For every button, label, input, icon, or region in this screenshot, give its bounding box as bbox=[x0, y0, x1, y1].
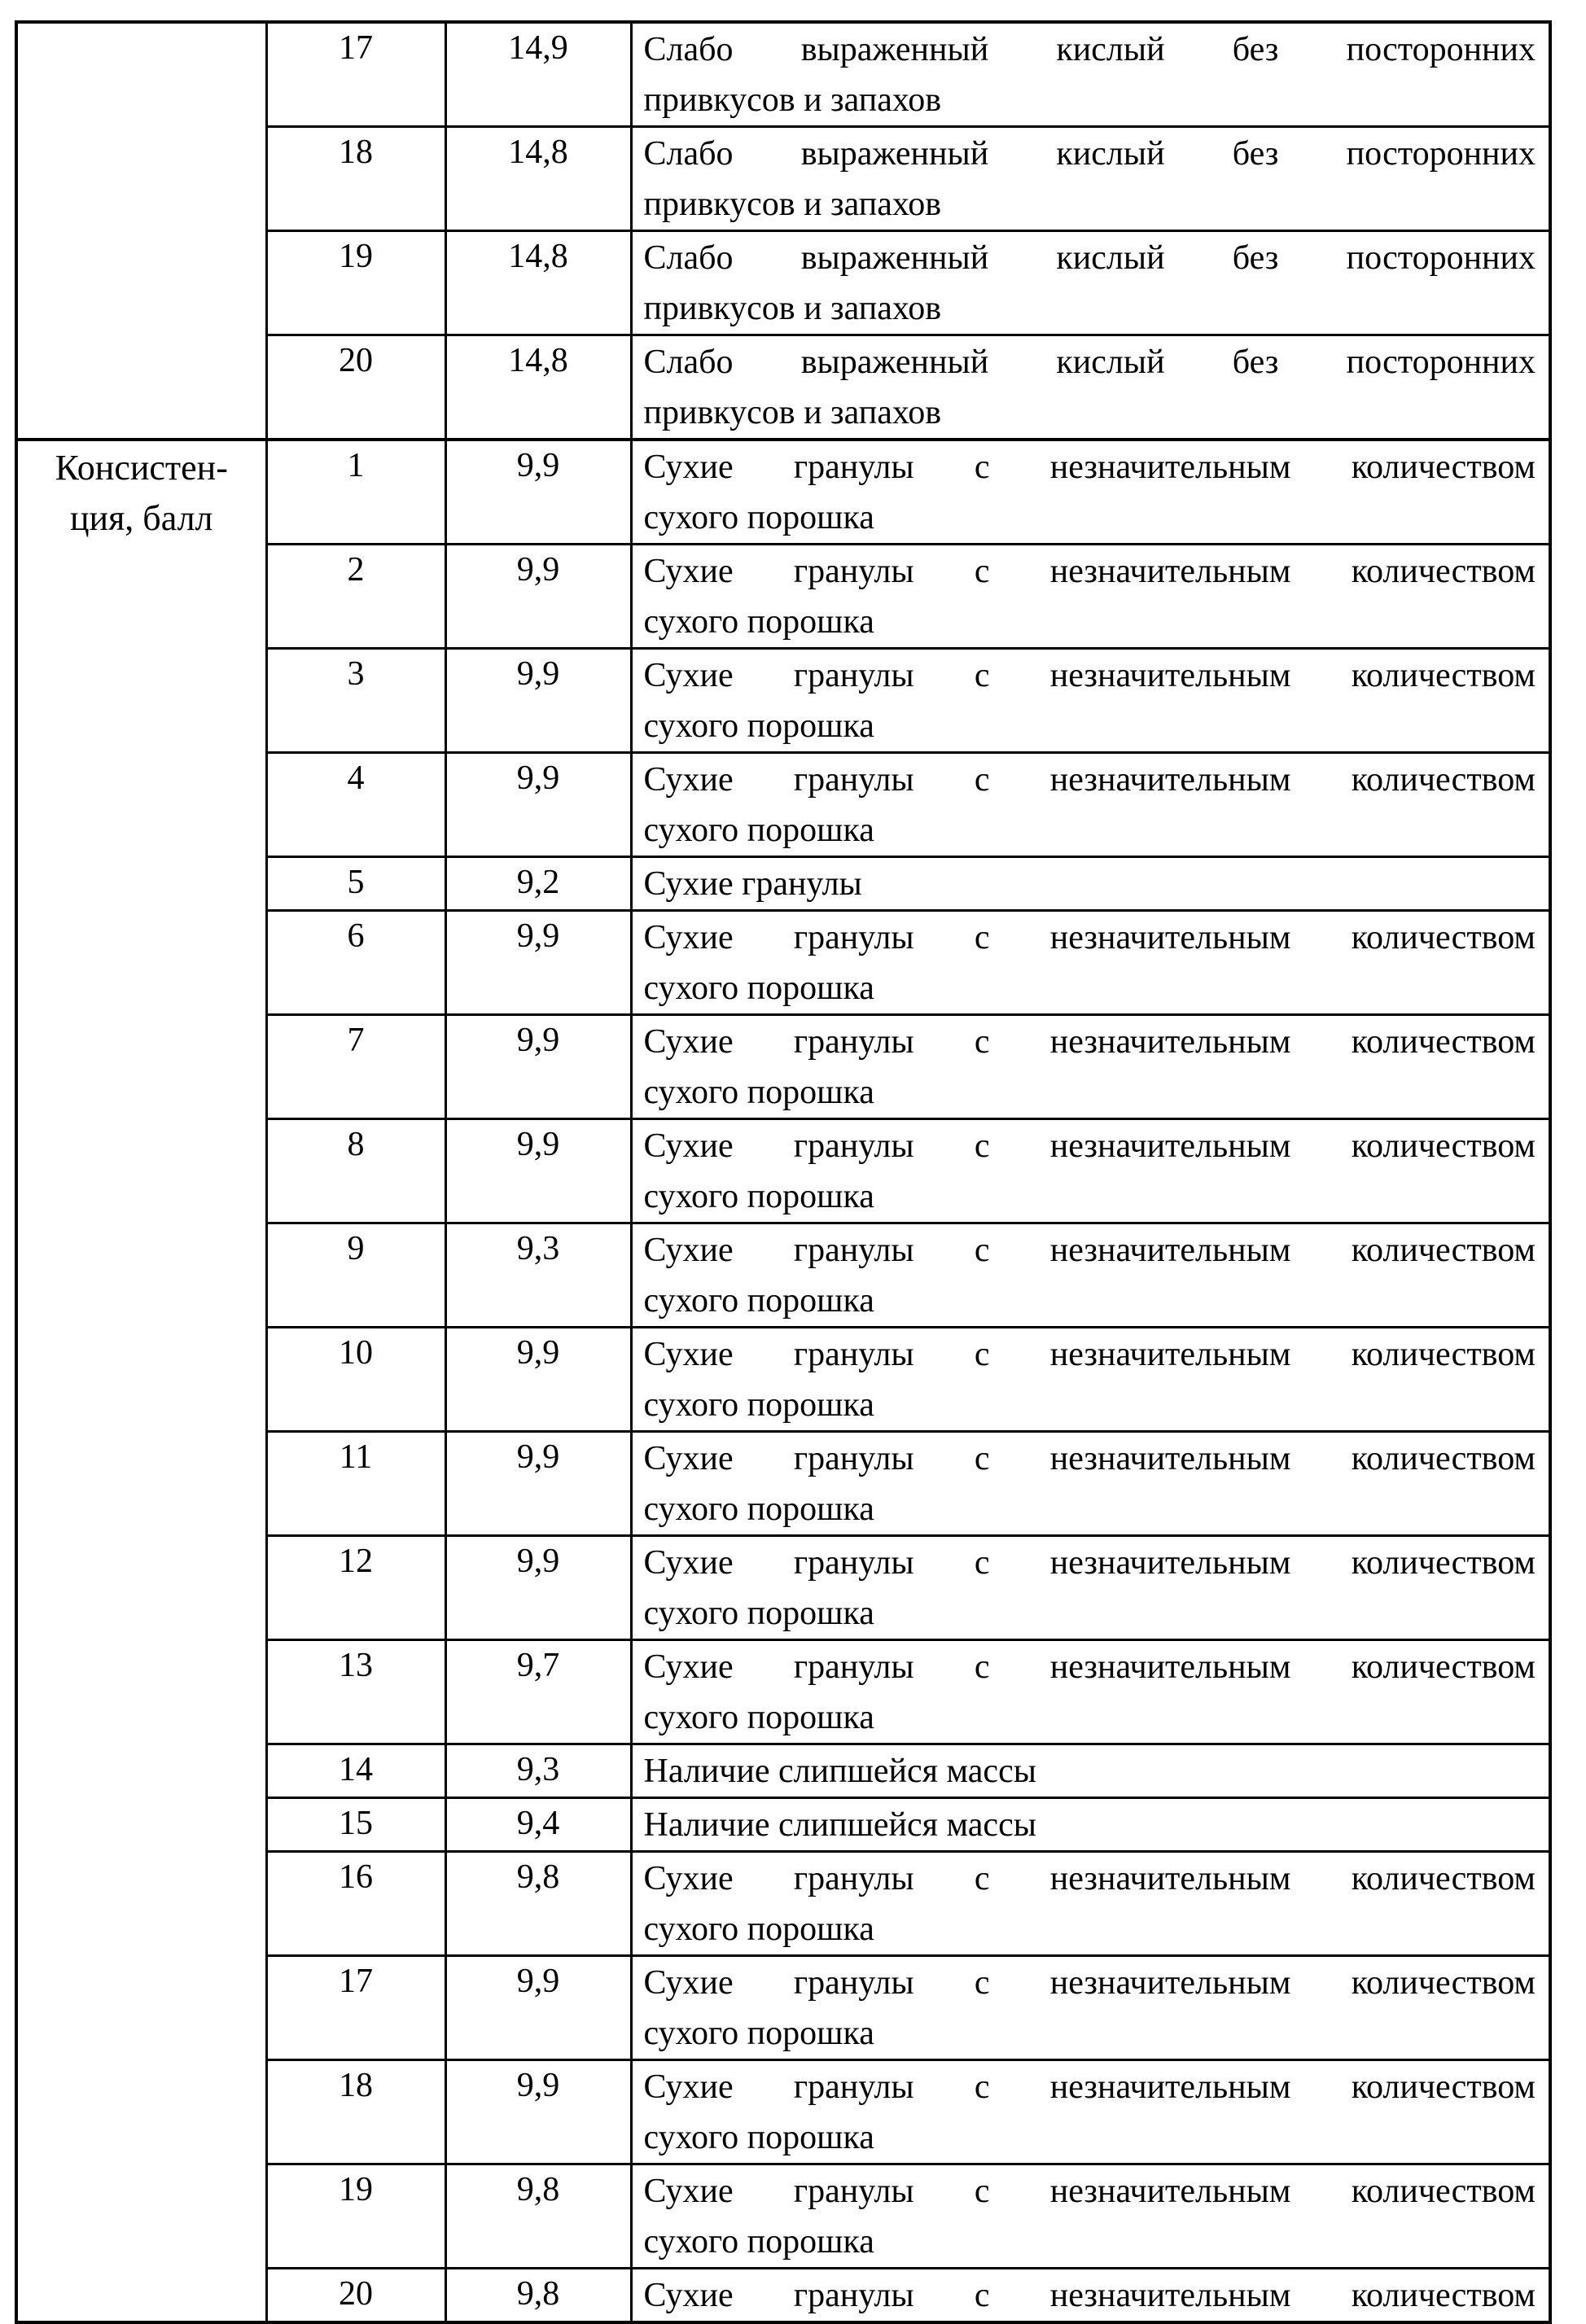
score-value-cell: 9,9 bbox=[445, 440, 631, 545]
description-line: Наличие слипшейся массы bbox=[643, 1806, 1036, 1844]
description-line: Сухие гранулы с незначительным количеством bbox=[643, 1023, 1536, 1061]
description-cell bbox=[631, 1640, 1550, 1744]
score-value-cell: 9,9 bbox=[445, 1119, 631, 1223]
description-cell bbox=[631, 231, 1550, 335]
description-line: Сухие гранулы с незначительным количеством bbox=[643, 2068, 1536, 2106]
score-value-cell: 14,8 bbox=[445, 231, 631, 335]
table-section-2 bbox=[16, 440, 1550, 2322]
description-cell bbox=[631, 1223, 1550, 1328]
description-line: Сухие гранулы с незначительным количеством bbox=[643, 2277, 1536, 2314]
sample-number-cell: 20 bbox=[266, 335, 445, 440]
description-line: Сухие гранулы с незначительным количеством bbox=[643, 1127, 1536, 1165]
description-cell bbox=[631, 1119, 1550, 1223]
score-value-cell: 9,9 bbox=[445, 911, 631, 1015]
description-line: Сухие гранулы с незначительным количеством bbox=[643, 553, 1536, 590]
description-line: Сухие гранулы с незначительным количеством bbox=[643, 919, 1536, 956]
score-value-cell: 9,4 bbox=[445, 1798, 631, 1852]
description-line: Сухие гранулы с незначительным количеством bbox=[643, 449, 1536, 486]
score-value-cell: 9,2 bbox=[445, 857, 631, 911]
description-line: сухого порошка bbox=[643, 1178, 874, 1215]
row-group-header-empty-continuation bbox=[16, 22, 266, 440]
description-cell bbox=[631, 335, 1550, 440]
description-cell bbox=[631, 22, 1550, 127]
table-row bbox=[16, 22, 1550, 127]
score-value-cell: 9,7 bbox=[445, 1640, 631, 1744]
score-value-cell: 14,9 bbox=[445, 22, 631, 127]
sample-number-cell: 15 bbox=[266, 1798, 445, 1852]
score-value-cell: 9,9 bbox=[445, 649, 631, 753]
score-value-cell: 9,8 bbox=[445, 2164, 631, 2269]
score-value-cell: 9,3 bbox=[445, 1744, 631, 1798]
description-cell bbox=[631, 1798, 1550, 1852]
description-line: Сухие гранулы с незначительным количеством bbox=[643, 1440, 1536, 1477]
table-row bbox=[16, 440, 1550, 545]
row-group-label-line: ция, балл bbox=[69, 498, 213, 538]
description-cell bbox=[631, 1956, 1550, 2060]
sample-number-cell: 14 bbox=[266, 1744, 445, 1798]
sample-number-cell: 7 bbox=[266, 1015, 445, 1119]
sample-number-cell: 17 bbox=[266, 22, 445, 127]
description-line: Наличие слипшейся массы bbox=[643, 1753, 1036, 1790]
description-line: Сухие гранулы с незначительным количеством bbox=[643, 1544, 1536, 1582]
description-line: Слабо выраженный кислый без посторонних bbox=[643, 344, 1536, 381]
description-cell bbox=[631, 753, 1550, 857]
description-line: Сухие гранулы с незначительным количеством bbox=[643, 1232, 1536, 1269]
sample-number-cell: 12 bbox=[266, 1536, 445, 1640]
sample-number-cell: 18 bbox=[266, 2060, 445, 2164]
description-line: сухого порошка bbox=[643, 707, 874, 745]
sample-number-cell: 3 bbox=[266, 649, 445, 753]
sample-number-cell: 4 bbox=[266, 753, 445, 857]
sample-number-cell: 19 bbox=[266, 2164, 445, 2269]
score-value-cell: 14,8 bbox=[445, 127, 631, 231]
sample-number-cell: 13 bbox=[266, 1640, 445, 1744]
description-line: Сухие гранулы с незначительным количеством bbox=[643, 1860, 1536, 1897]
description-cell bbox=[631, 440, 1550, 545]
sample-number-cell: 9 bbox=[266, 1223, 445, 1328]
description-line: Сухие гранулы с незначительным количеством bbox=[643, 657, 1536, 694]
score-value-cell: 14,8 bbox=[445, 335, 631, 440]
description-line: сухого порошка bbox=[643, 2223, 874, 2261]
description-line: сухого порошка bbox=[643, 1282, 874, 1320]
description-line: Сухие гранулы с незначительным количеством bbox=[643, 1648, 1536, 1686]
description-line: Сухие гранулы с незначительным количеством bbox=[643, 761, 1536, 799]
sample-number-cell: 2 bbox=[266, 545, 445, 649]
description-cell bbox=[631, 545, 1550, 649]
description-line: сухого порошка bbox=[643, 1074, 874, 1111]
description-cell bbox=[631, 2060, 1550, 2164]
description-cell bbox=[631, 127, 1550, 231]
score-value-cell: 9,9 bbox=[445, 1432, 631, 1536]
sample-number-cell: 10 bbox=[266, 1328, 445, 1432]
description-cell bbox=[631, 911, 1550, 1015]
description-line: сухого порошка bbox=[643, 603, 874, 641]
description-cell bbox=[631, 1536, 1550, 1640]
description-cell bbox=[631, 2269, 1550, 2323]
description-cell bbox=[631, 1015, 1550, 1119]
score-value-cell: 9,9 bbox=[445, 1536, 631, 1640]
sample-number-cell: 19 bbox=[266, 231, 445, 335]
description-cell bbox=[631, 1852, 1550, 1956]
sample-number-cell: 18 bbox=[266, 127, 445, 231]
description-line: сухого порошка bbox=[643, 969, 874, 1007]
score-value-cell: 9,9 bbox=[445, 753, 631, 857]
description-line: Сухие гранулы с незначительным количеством bbox=[643, 1964, 1536, 2002]
score-value-cell: 9,9 bbox=[445, 2060, 631, 2164]
score-value-cell: 9,3 bbox=[445, 1223, 631, 1328]
sample-number-cell: 17 bbox=[266, 1956, 445, 2060]
score-value-cell: 9,9 bbox=[445, 1015, 631, 1119]
description-line: Слабо выраженный кислый без посторонних bbox=[643, 135, 1536, 173]
score-value-cell: 9,9 bbox=[445, 1956, 631, 2060]
description-line: сухого порошка bbox=[643, 499, 874, 536]
score-value-cell: 9,9 bbox=[445, 545, 631, 649]
description-line: привкусов и запахов bbox=[643, 290, 942, 327]
sample-number-cell: 11 bbox=[266, 1432, 445, 1536]
description-line: сухого порошка bbox=[643, 1490, 874, 1528]
description-line: привкусов и запахов bbox=[643, 394, 942, 431]
sample-number-cell: 16 bbox=[266, 1852, 445, 1956]
description-line: сухого порошка bbox=[643, 2119, 874, 2156]
description-line: Слабо выраженный кислый без посторонних bbox=[643, 31, 1536, 68]
description-line: привкусов и запахов bbox=[643, 81, 942, 119]
score-value-cell: 9,8 bbox=[445, 1852, 631, 1956]
description-line: Слабо выраженный кислый без посторонних bbox=[643, 239, 1536, 277]
description-line: сухого порошка bbox=[643, 1699, 874, 1736]
description-line: Сухие гранулы bbox=[643, 865, 862, 903]
description-cell bbox=[631, 649, 1550, 753]
description-line: сухого порошка bbox=[643, 2015, 874, 2052]
description-line: сухого порошка bbox=[643, 1386, 874, 1424]
description-cell bbox=[631, 857, 1550, 911]
sample-number-cell: 1 bbox=[266, 440, 445, 545]
sample-number-cell: 8 bbox=[266, 1119, 445, 1223]
sample-number-cell: 6 bbox=[266, 911, 445, 1015]
description-cell bbox=[631, 1328, 1550, 1432]
sample-number-cell: 20 bbox=[266, 2269, 445, 2323]
row-group-header-consistency bbox=[16, 440, 266, 2322]
description-line: сухого порошка bbox=[643, 1595, 874, 1632]
row-group-label-line: Консистен- bbox=[55, 448, 228, 488]
description-cell bbox=[631, 2164, 1550, 2269]
description-cell bbox=[631, 1744, 1550, 1798]
description-line: Сухие гранулы с незначительным количеством bbox=[643, 2173, 1536, 2210]
table-section-1 bbox=[16, 22, 1550, 440]
description-line: Сухие гранулы с незначительным количеством bbox=[643, 1336, 1536, 1373]
score-value-cell: 9,8 bbox=[445, 2269, 631, 2323]
score-value-cell: 9,9 bbox=[445, 1328, 631, 1432]
description-cell bbox=[631, 1432, 1550, 1536]
description-line: сухого порошка bbox=[643, 812, 874, 849]
description-line: сухого порошка bbox=[643, 1910, 874, 1948]
sample-number-cell: 5 bbox=[266, 857, 445, 911]
sensory-evaluation-table bbox=[15, 20, 1552, 2324]
description-line: привкусов и запахов bbox=[643, 186, 942, 223]
